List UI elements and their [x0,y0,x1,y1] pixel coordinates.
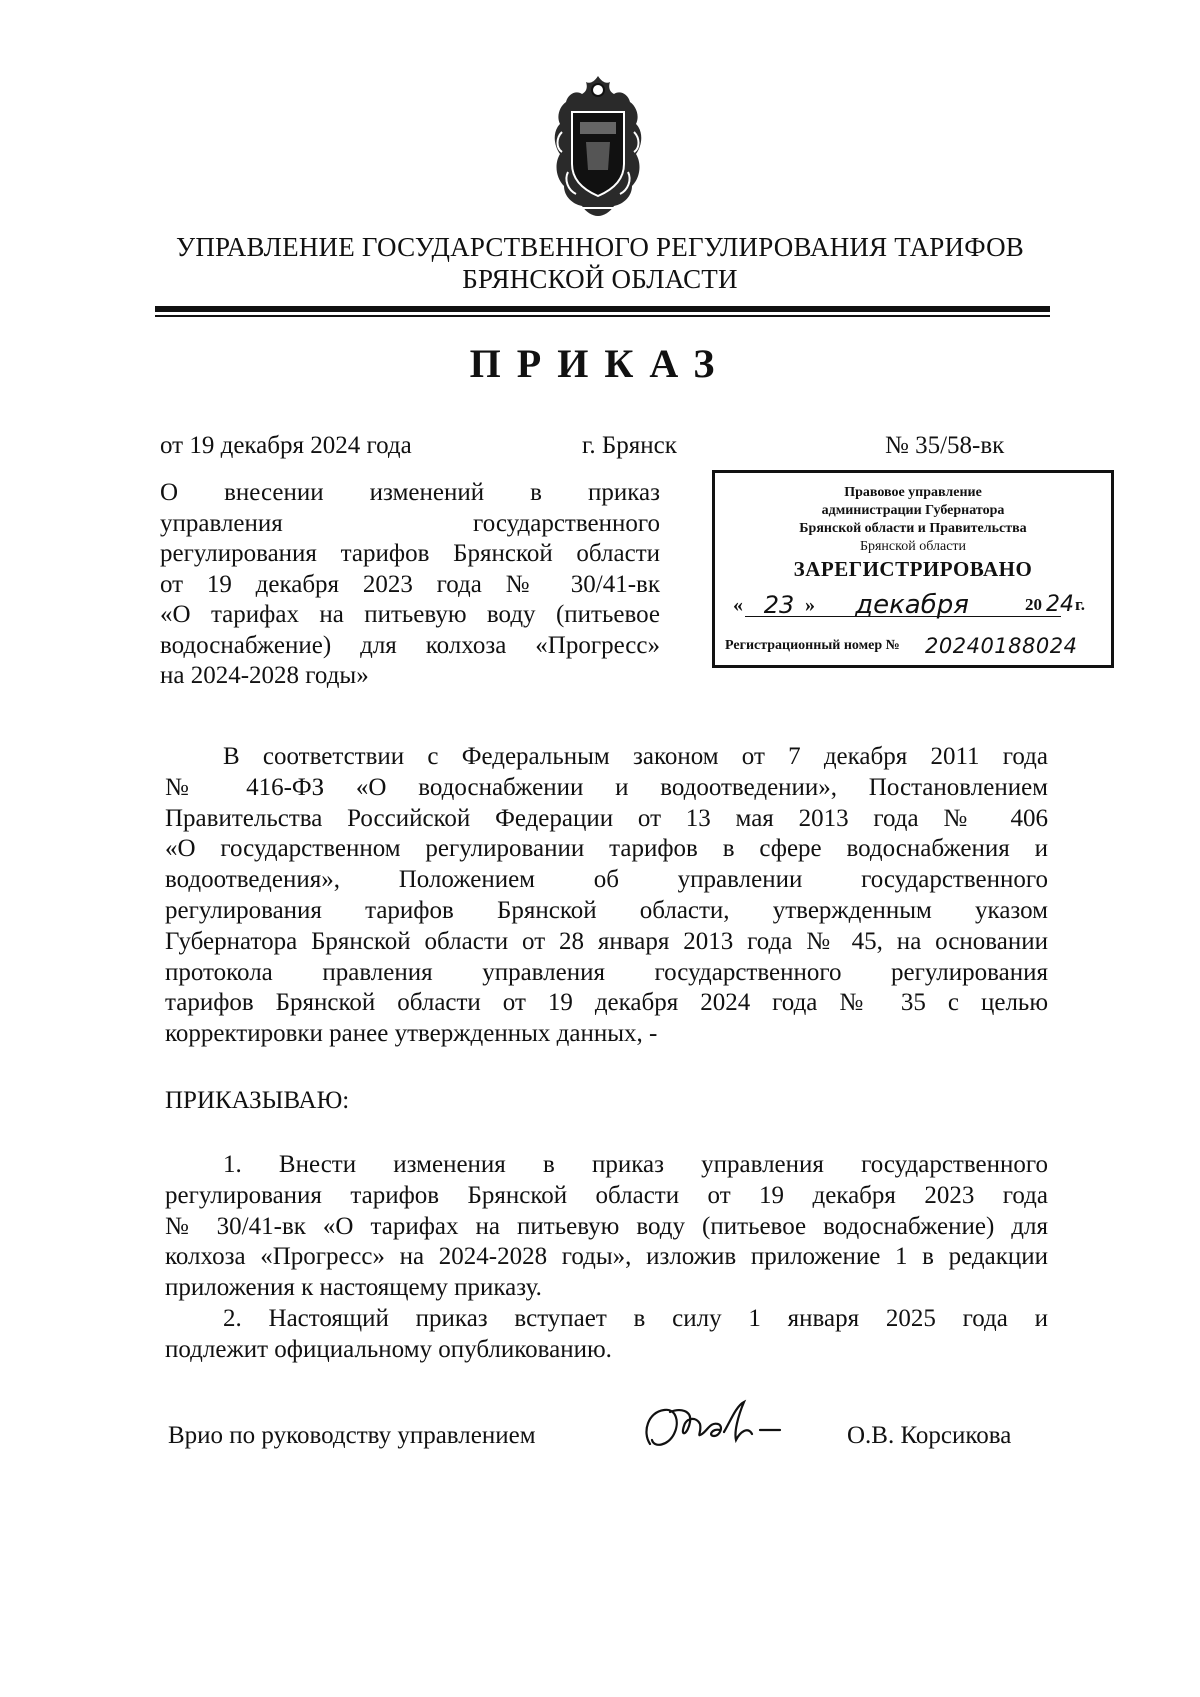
preamble-line: № 416-ФЗ «О водоснабжении и водоотведении», Постановлением [165,773,1048,801]
stamp-line: администрации Губернатора [821,503,1005,518]
order-date: от 19 декабря 2024 года [160,432,412,459]
subject-line: от 19 декабря 2023 года № 30/41-вк [160,570,660,598]
stamp-registered: ЗАРЕГИСТРИРОВАНО [793,557,1033,581]
order-item-2 [165,1304,1048,1366]
header-rule-thick [155,306,1050,312]
order-city: г. Брянск [582,432,677,459]
stamp-day: 23 [763,591,795,619]
subject-line: О внесении изменений в приказ [160,479,660,506]
stamp-reg-number: 20240188024 [925,634,1078,658]
subject-line: регулирования тарифов Брянской области [160,540,660,567]
item-line: колхоза «Прогресс» на 2024-2028 годы», изложив приложение 1 в редакции [165,1243,1048,1271]
order-directive: ПРИКАЗЫВАЮ: [165,1087,350,1114]
coat-of-arms-emblem [542,72,654,220]
item-line: приложения к настоящему приказу. [165,1274,542,1302]
subject-line: на 2024-2028 годы» [160,662,369,689]
stamp-year-prefix: 20 [1025,595,1042,614]
order-number: № 35/58-вк [885,432,1005,459]
document-title: ПРИКАЗ [469,341,731,386]
handwritten-signature [640,1392,800,1458]
stamp-line: Правовое управление [844,485,982,500]
preamble-line: В соответствии с Федеральным законом от 7 декабря 2011 года [223,743,1048,770]
item-line: 2. Настоящий приказ вступает в силу 1 января 2025 года и [223,1305,1048,1332]
item-line: подлежит официальному опубликованию. [165,1335,612,1363]
header-rule-thin [155,315,1050,317]
registration-stamp [712,470,1114,668]
signer-name: О.В. Корсикова [847,1422,1012,1449]
subject-line: «О тарифах на питьевую воду (питьевое [160,601,660,628]
stamp-reg-label: Регистрационный номер № [725,638,900,653]
preamble-paragraph [165,742,1048,1050]
item-line: регулирования тарифов Брянской области от 19 декабря 2023 года [165,1181,1048,1209]
preamble-line: протокола правления управления государственного регулирования [165,958,1048,986]
stamp-month: декабря [855,590,969,620]
order-item-1 [165,1150,1048,1304]
preamble-line: корректировки ранее утвержденных данных, - [165,1020,658,1048]
preamble-line: тарифов Брянской области от 19 декабря 2024 года № 35 с целью [165,989,1048,1017]
agency-name-line1: УПРАВЛЕНИЕ ГОСУДАРСТВЕННОГО РЕГУЛИРОВАНИЯ ТАРИФОВ [176,232,1024,262]
subject-line: управления государственного [160,509,660,537]
preamble-line: «О государственном регулировании тарифов в сфере водоснабжения и [165,835,1048,863]
order-subject [160,478,660,692]
agency-name-line2: БРЯНСКОЙ ОБЛАСТИ [462,264,738,294]
subject-line: водоснабжение) для колхоза «Прогресс» [160,631,660,659]
stamp-year-end: г. [1075,595,1086,614]
stamp-line: Брянской области [859,539,967,554]
stamp-line: Брянской области и Правительства [799,521,1027,536]
preamble-line: регулирования тарифов Брянской области, утвержденным указом [165,896,1048,924]
preamble-line: Правительства Российской Федерации от 13 мая 2013 года № 406 [165,804,1048,832]
preamble-line: Губернатора Брянской области от 28 января 2013 года № 45, на основании [165,927,1048,955]
item-line: 1. Внести изменения в приказ управления государственного [223,1151,1048,1178]
stamp-date-row: « 23 » декабря 20 24 г. [733,590,1086,620]
signer-position: Врио по руководству управлением [168,1422,536,1449]
stamp-year-suffix: 24 [1046,592,1074,617]
preamble-line: водоотведения», Положением об управлении государственного [165,866,1048,894]
item-line: № 30/41-вк «О тарифах на питьевую воду (питьевое водоснабжение) для [165,1212,1048,1240]
stamp-reg-row [715,633,1111,659]
